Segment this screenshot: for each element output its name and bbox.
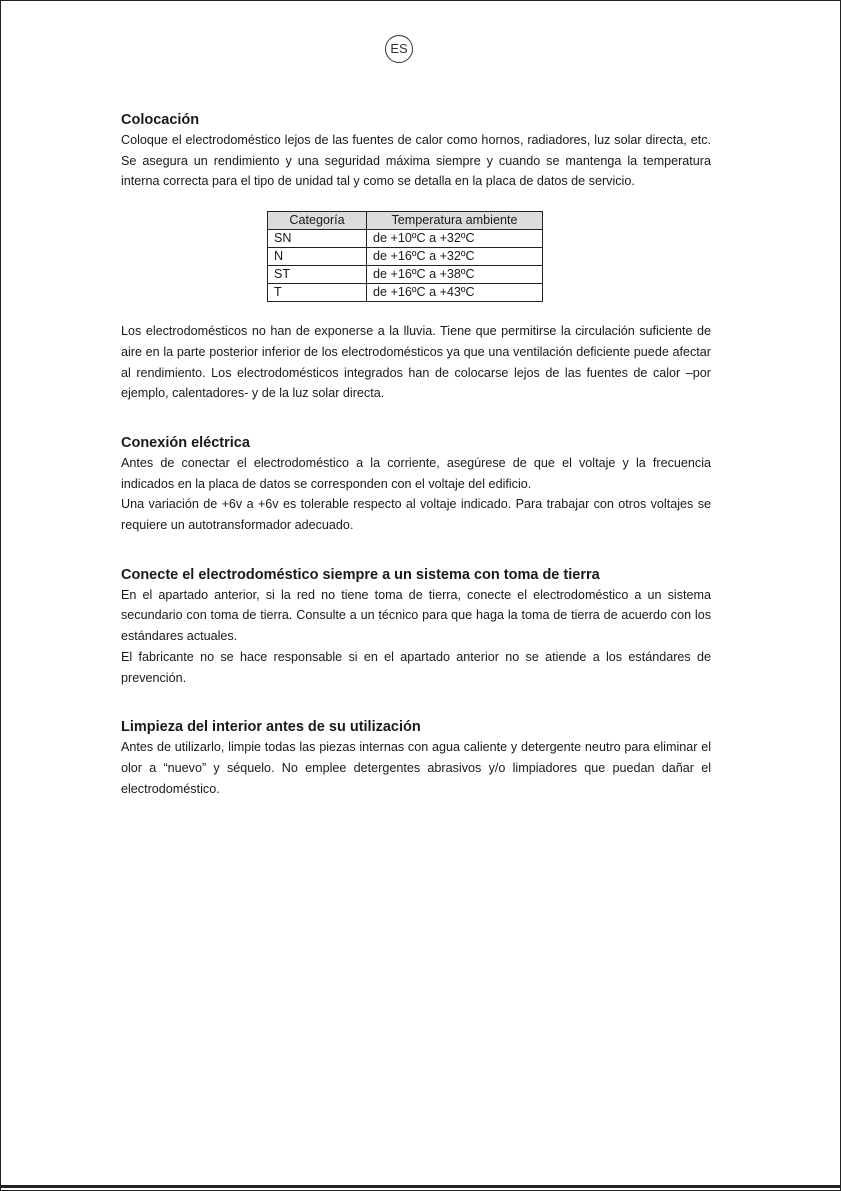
table-cell-temperature: de +16ºC a +32ºC [367, 248, 543, 266]
paragraph-colocacion-2: Los electrodomésticos no han de exponerse a la lluvia. Tiene que permitirse la circulación suficiente de aire en la parte posterior inferior de los electrodomésticos ya que una ventilación deficiente puede afectar al rendimiento. Los electrodomésticos integrados han de colocarse lejos de las fuentes de calor –por ejemplo, calentadores- y de la luz solar directa. [121, 324, 711, 401]
section-title-tierra: Conecte el electrodoméstico siempre a un sistema con toma de tierra [121, 566, 600, 583]
table-header-category: Categoría [268, 212, 367, 230]
table-cell-temperature: de +10ºC a +32ºC [367, 230, 543, 248]
table-cell-category: ST [268, 266, 367, 284]
section-title-colocacion: Colocación [121, 112, 200, 128]
page-bottom-rule [0, 1185, 841, 1188]
table-cell-category: N [268, 248, 367, 266]
table-cell-temperature: de +16ºC a +38ºC [367, 266, 543, 284]
table-row [268, 248, 543, 266]
paragraph-tierra-1: En el apartado anterior, si la red no tiene toma de tierra, conecte el electrodoméstico a un sistema secundario con toma de tierra. Consulte a un técnico para que haga la toma de tierra de acuerdo con los estándares actuales. [121, 587, 711, 644]
paragraph-limpieza-1: Antes de utilizarlo, limpie todas las piezas internas con agua caliente y detergente neutro para eliminar el olor a “nuevo” y séquelo. No emplee detergentes abrasivos y/o limpiadores que puedan dañar el electrodoméstico. [121, 740, 711, 796]
document-body [121, 111, 711, 799]
section-title-conexion: Conexión eléctrica [121, 434, 250, 451]
climate-class-table [267, 211, 543, 302]
paragraph-conexion-2: Una variación de +6v a +6v es tolerable respecto al voltaje indicado. Para trabajar con otros voltajes se requiere un autotransformador adecuado. [121, 497, 711, 533]
table-cell-category: SN [268, 230, 367, 248]
section-title-limpieza: Limpieza del interior antes de su utilización [121, 719, 421, 736]
table-cell-category: T [268, 284, 367, 302]
table-header-temperature: Temperatura ambiente [367, 212, 543, 230]
paragraph-colocacion-1: Coloque el electrodoméstico lejos de las fuentes de calor como hornos, radiadores, luz solar directa, etc. Se asegura un rendimiento y una seguridad máxima siempre y cuando se mantenga la temperatura interna correcta para el tipo de unidad tal y como se detalla en la placa de datos de servicio. [121, 133, 711, 189]
table-row [268, 230, 543, 248]
table-header-row [268, 212, 543, 230]
table-row [268, 284, 543, 302]
paragraph-conexion-1: Antes de conectar el electrodoméstico a la corriente, asegúrese de que el voltaje y la frecuencia indicados en la placa de datos se corresponden con el voltaje del edificio. [121, 455, 711, 491]
paragraph-tierra-2: El fabricante no se hace responsable si en el apartado anterior no se atiende a los estándares de prevención. [121, 649, 711, 685]
language-badge: ES [385, 35, 413, 63]
table-row [268, 266, 543, 284]
table-cell-temperature: de +16ºC a +43ºC [367, 284, 543, 302]
